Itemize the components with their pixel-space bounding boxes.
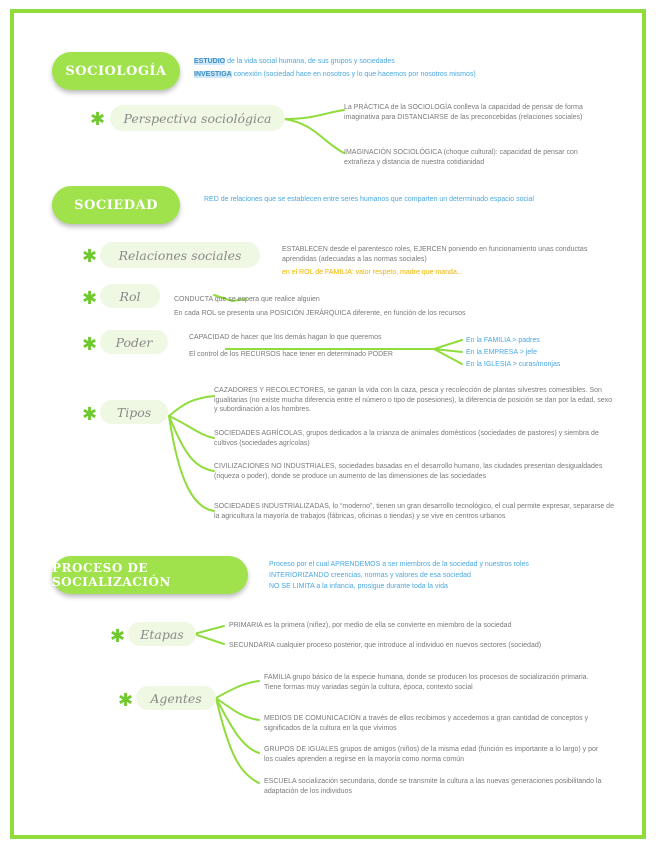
agentes-text-4: ESCUELA socialización secundaria, donde se transmite la cultura a las nuevas generaciones posibilitando la adaptación de los individuos (264, 778, 602, 795)
poder-branch-3: En la IGLESIA > curas/monjas (466, 361, 561, 368)
tipos-text-2: SOCIEDADES AGRÍCOLAS, grupos dedicados a la crianza de animales domésticos (sociedades de pastores) y siembra de cultivos (sociedades agrícolas) (214, 430, 599, 447)
rol-text-1: CONDUCTA que se espera que realice alguien (174, 296, 320, 303)
mind-map-page (10, 9, 646, 839)
perspectiva-text-1: La PRÁCTICA de la SOCIOLOGÍA conlleva la capacidad de pensar de forma imaginativa para DISTANCIARSE de las preconcebidas (relaciones sociales) (344, 104, 583, 121)
star-icon: ✱ (90, 109, 106, 129)
agentes-text-1: FAMILIA grupo básico de la especie humana, donde se producen los procesos de socialización primaria. Tiene formas muy variadas según la cultura, época, contexto social (264, 674, 589, 691)
relaciones-text-2: en el ROL de FAMILIA: valor respeto, madre que manda... (282, 269, 463, 276)
title-sociedad: SOCIEDAD (52, 186, 180, 224)
sociologia-def-2: INVESTIGA conexión (sociedad hace en nosotros y lo que hacemos por nosotros mismos) (194, 71, 476, 78)
tipos-text-3: CIVILIZACIONES NO INDUSTRIALES, sociedades basadas en el desarrollo humano, las ciudades presentan desigualdades (riqueza o poder), donde se produce un aumento de las dimensiones de las sociedades (214, 463, 603, 480)
star-icon: ✱ (118, 690, 134, 710)
title-sociologia: SOCIOLOGÍA (52, 52, 180, 90)
poder-branch-1: En la FAMILIA > padres (466, 337, 540, 344)
star-icon: ✱ (82, 246, 98, 266)
subtitle-perspectiva: Perspectiva sociológica (110, 105, 285, 131)
poder-text-2: El control de los RECURSOS hace tener en determinado PODER (189, 351, 393, 358)
agentes-text-2: MEDIOS DE COMUNICACIÓN a través de ellos recibimos y accedemos a gran cantidad de conceptos y significados de la cultura en la que vivimos (264, 715, 589, 732)
subtitle-tipos: Tipos (100, 400, 168, 424)
relaciones-text-1: ESTABLECEN desde el parentesco roles, EJERCEN poniendo en funcionamiento unas conductas aprendidas (adecuadas a las normas sociales) (282, 246, 588, 263)
poder-text-1: CAPACIDAD de hacer que los demás hagan lo que queremos (189, 334, 382, 341)
perspectiva-text-2: IMAGINACIÓN SOCIOLÓGICA (choque cultural): capacidad de pensar con extrañeza y distancia de nuestra cotidianidad (344, 149, 578, 166)
rol-text-2: En cada ROL se presenta una POSICIÓN JERÁRQUICA diferente, en función de los recursos (174, 310, 466, 317)
tipos-text-1: CAZADORES Y RECOLECTORES, se ganan la vida con la caza, pesca y recolección de plantas silvestres comestibles. Son igualitarias (no existe mucha diferencia entre el número o tipo de posesiones), la diferencia de posición se dan por la edad, sexo y subordinación a los hombres. (214, 387, 613, 413)
star-icon: ✱ (82, 404, 98, 424)
subtitle-poder: Poder (100, 330, 168, 354)
title-proceso: PROCESO DE SOCIALIZACIÓN (52, 556, 248, 594)
sociologia-def-1: ESTUDIO de la vida social humana, de sus grupos y sociedades (194, 58, 395, 65)
star-icon: ✱ (82, 334, 98, 354)
tipos-text-4: SOCIEDADES INDUSTRIALIZADAS, lo “moderno”, tienen un gran desarrollo tecnológico, el cual permite expresar, separarse de la agricultura la mayoría de trabajos (fábricas, oficinas o tiendas) y se vive en centros urbanos (214, 503, 614, 520)
etapas-text-2: SECUNDARIA cualquier proceso posterior, que introduce al individuo en nuevos sectores (sociedad) (229, 642, 542, 649)
etapas-text-1: PRIMARIA es la primera (niñez), por medio de ella se convierte en miembro de la sociedad (229, 622, 512, 629)
star-icon: ✱ (82, 288, 98, 308)
subtitle-etapas: Etapas (128, 622, 196, 646)
subtitle-rol: Rol (100, 284, 160, 308)
proceso-text-1: Proceso por el cual APRENDEMOS a ser miembros de la sociedad y nuestros roles (269, 561, 529, 568)
proceso-text-3: NO SE LIMITA a la infancia, prosigue durante toda la vida (269, 583, 448, 590)
star-icon: ✱ (110, 626, 126, 646)
subtitle-agentes: Agentes (136, 686, 216, 710)
poder-branch-2: En la EMPRESA > jefe (466, 349, 538, 356)
sociedad-def: RED de relaciones que se establecen entre seres humanos que comparten un determinado espacio social (204, 196, 534, 203)
proceso-text-2: INTERIORIZANDO creencias, normas y valores de esa sociedad (269, 572, 471, 579)
connector-arrows (14, 13, 642, 835)
subtitle-relaciones: Relaciones sociales (100, 242, 260, 268)
agentes-text-3: GRUPOS DE IGUALES grupos de amigos (niños) de la misma edad (función es importante a lo largo) y por los cuales aprenden a regirse en la mayoría como norma común (264, 746, 599, 763)
